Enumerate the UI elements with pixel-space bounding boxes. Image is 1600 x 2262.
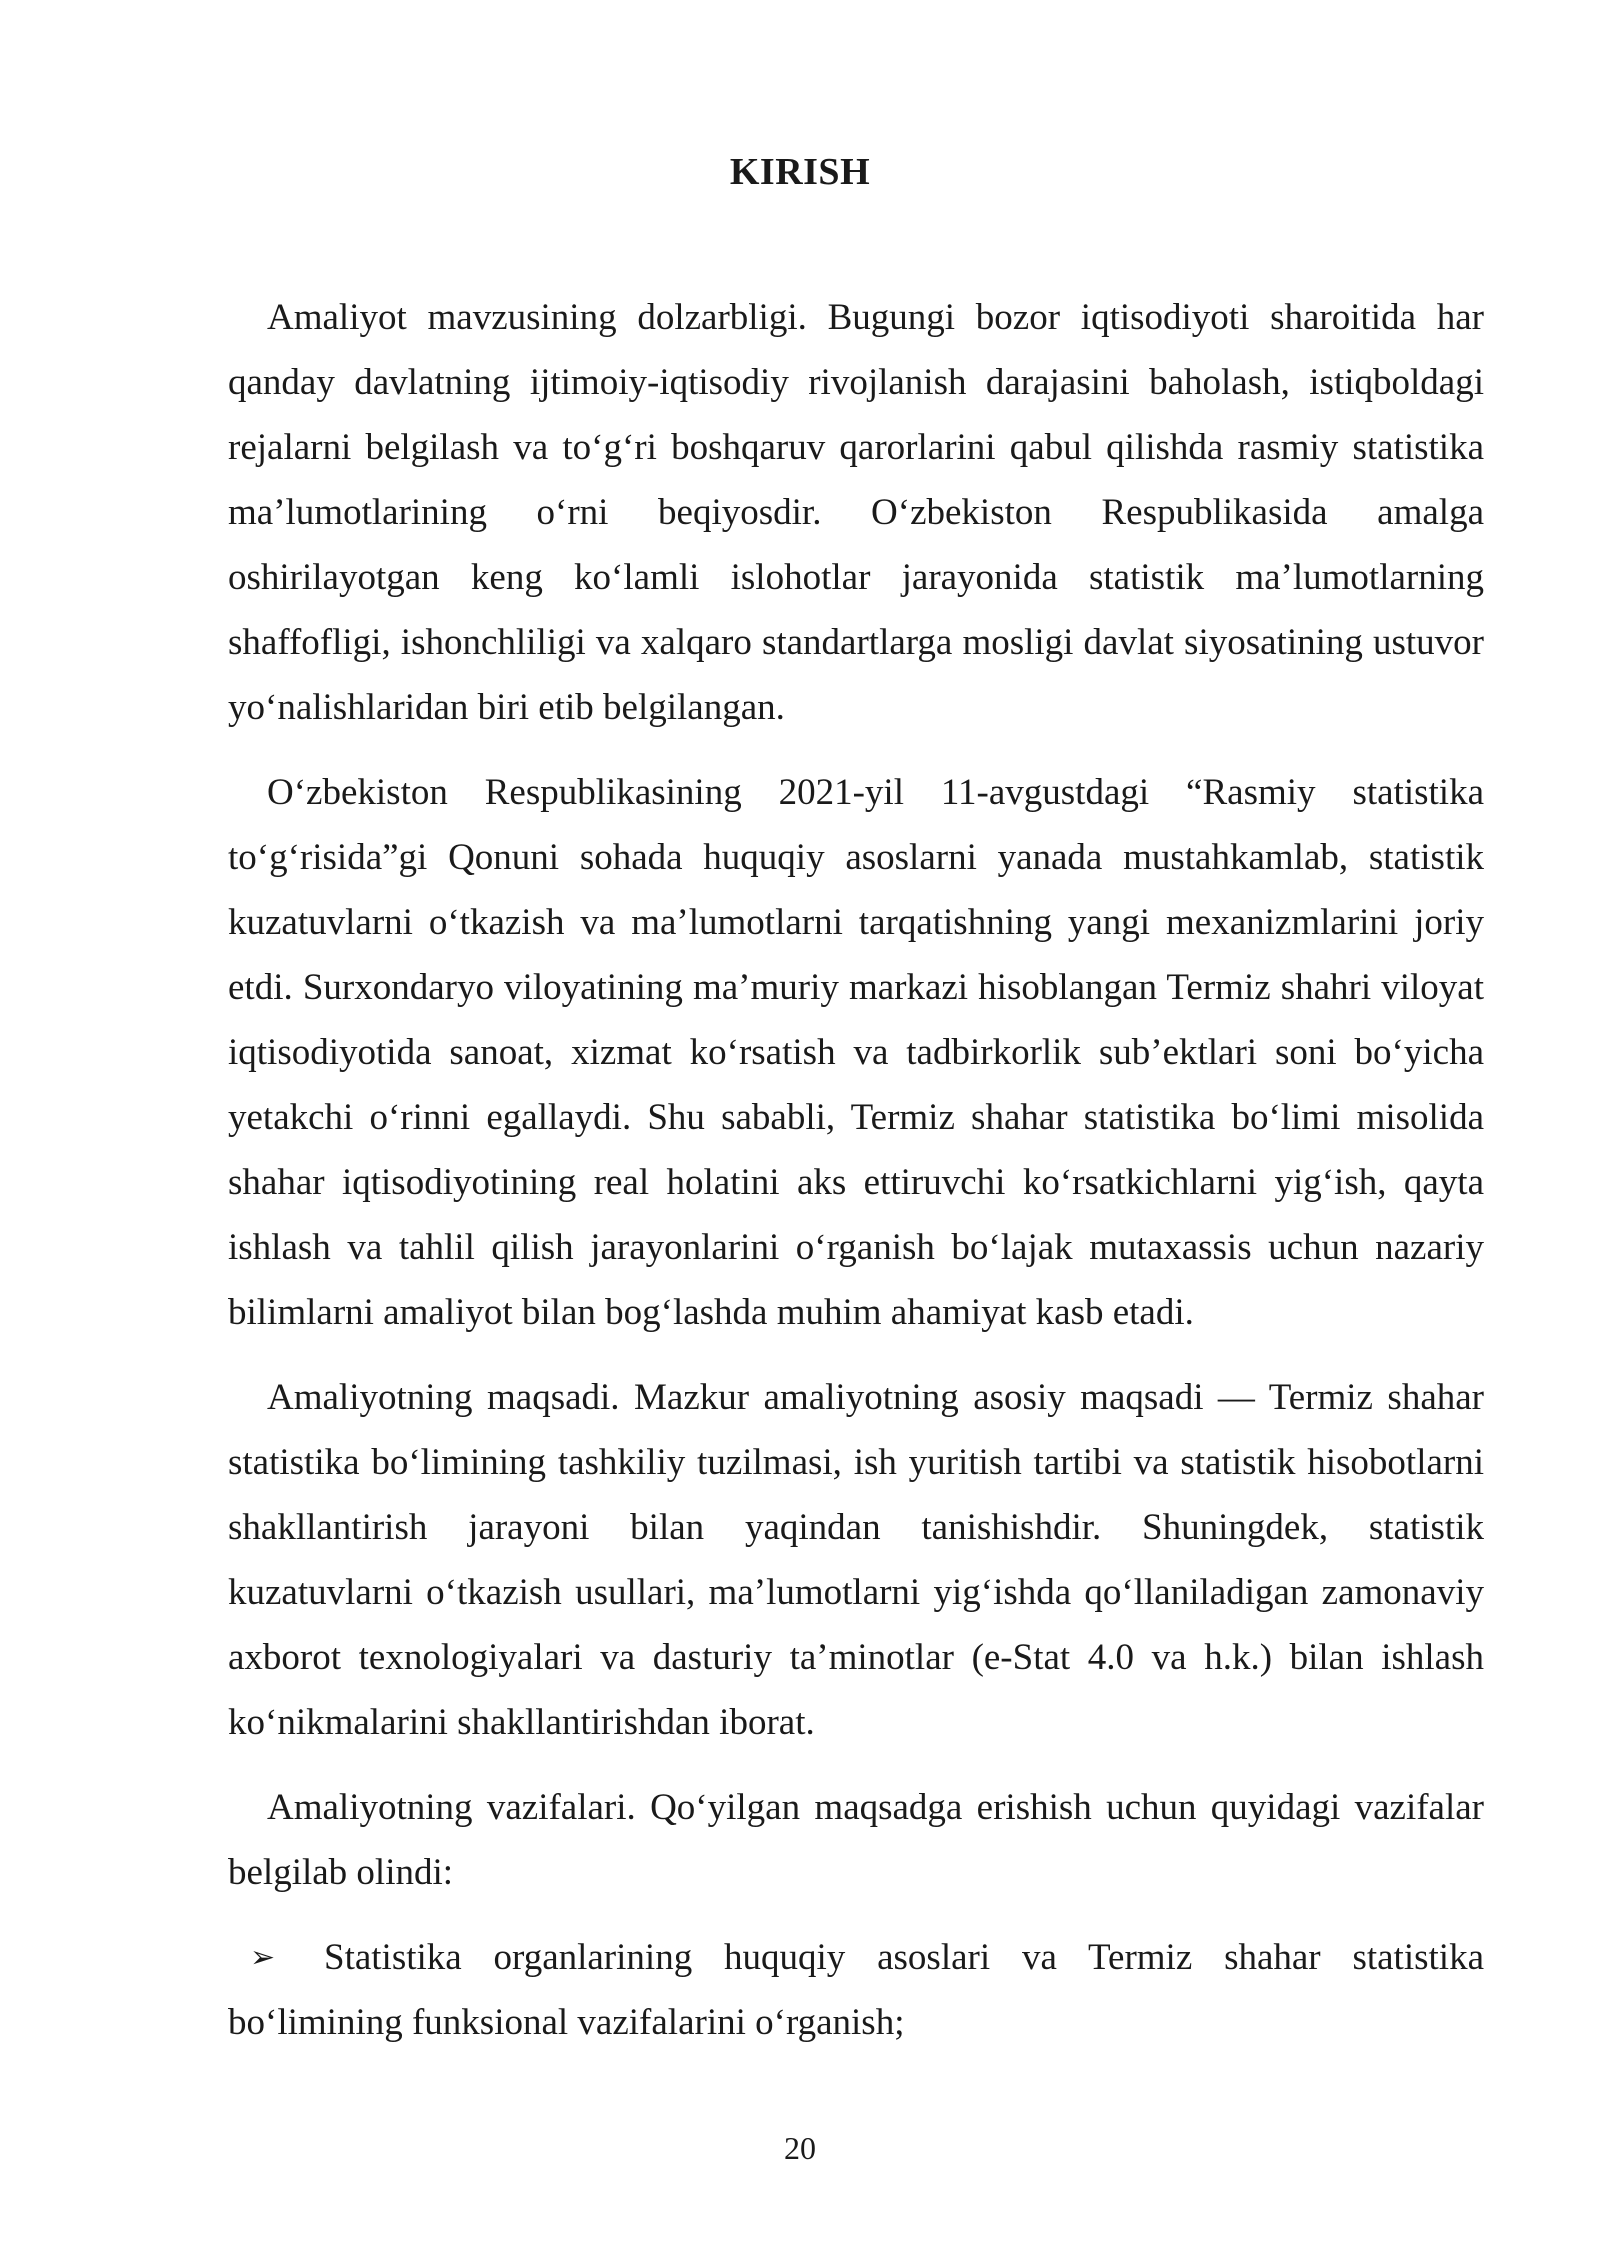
paragraph-goal: Amaliyotning maqsadi. Mazkur amaliyotning asosiy maqsadi — Termiz shahar statistika bo‘limining tashkiliy tuzilmasi, ish yuritish tartibi va statistik hisobotlarni shakllantirish jarayoni bilan yaqindan tanishishdir. Shuningdek, statistik kuzatuvlarni o‘tkazish usullari, ma’lumotlarni yig‘ishda qo‘llaniladigan zamonaviy axborot texnologiyalari va dasturiy ta’minotlar (e-Stat 4.0 va h.k.) bilan ishlash ko‘nikmalarini shakllantirishdan iborat. xyxy=(228,1377,1484,1743)
document-body xyxy=(228,285,1484,2055)
list-item xyxy=(228,1925,1484,2055)
paragraph-relevance: Amaliyot mavzusining dolzarbligi. Bugungi bozor iqtisodiyoti sharoitida har qanday davlatning ijtimoiy-iqtisodiy rivojlanish darajasini baholash, istiqboldagi rejalarni belgilash va to‘g‘ri boshqaruv qarorlarini qabul qilishda rasmiy statistika ma’lumotlarining o‘rni beqiyosdir. O‘zbekiston Respublikasida amalga oshirilayotgan keng ko‘lamli islohotlar jarayonida statistik ma’lumotlarning shaffofligi, ishonchliligi va xalqaro standartlarga mosligi davlat siyosatining ustuvor yo‘nalishlaridan biri etib belgilangan. xyxy=(228,297,1484,728)
paragraph-law: O‘zbekiston Respublikasining 2021-yil 11-avgustdagi “Rasmiy statistika to‘g‘risida”gi Qonuni sohada huquqiy asoslarni yanada mustahkamlab, statistik kuzatuvlarni o‘tkazish va ma’lumotlarni tarqatishning yangi mexanizmlarini joriy etdi. Surxondaryo viloyatining ma’muriy markazi hisoblangan Termiz shahri viloyat iqtisodiyotida sanoat, xizmat ko‘rsatish va tadbirkorlik sub’ektlari soni bo‘yicha yetakchi o‘rinni egallaydi. Shu sababli, Termiz shahar statistika bo‘limi misolida shahar iqtisodiyotining real holatini aks ettiruvchi ko‘rsatkichlarni yig‘ish, qayta ishlash va tahlil qilish jarayonlarini o‘rganish bo‘lajak mutaxassis uchun nazariy bilimlarni amaliyot bilan bog‘lashda muhim ahamiyat kasb etadi. xyxy=(228,772,1484,1333)
arrowhead-bullet-icon: ➢ xyxy=(250,1940,276,1975)
page-title: KIRISH xyxy=(729,151,871,193)
paragraph-tasks: Amaliyotning vazifalari. Qo‘yilgan maqsadga erishish uchun quyidagi vazifalar belgilab olindi: xyxy=(228,1787,1484,1893)
page-number: 20 xyxy=(784,2130,816,2166)
list-item-text: Statistika organlarining huquqiy asoslari va Termiz shahar statistika bo‘limining funksional vazifalarini o‘rganish; xyxy=(228,1937,1484,2043)
